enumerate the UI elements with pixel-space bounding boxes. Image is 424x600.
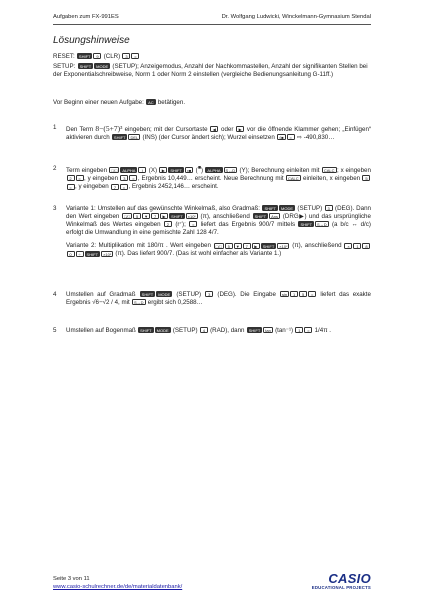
text: , y eingeben xyxy=(84,175,119,183)
item-number: 3 xyxy=(53,205,57,212)
text: , y eingeben xyxy=(75,183,109,191)
multiply-key: × xyxy=(344,243,352,249)
key-4: 4 xyxy=(200,327,208,333)
key-0: 0 xyxy=(67,251,75,257)
text: ( xyxy=(195,167,198,175)
item-text xyxy=(66,291,371,307)
fraction: √6−√2 / 4 xyxy=(92,299,119,307)
key-2: 2 xyxy=(164,221,172,227)
text: (π), anschließend xyxy=(292,242,342,250)
left-arrow-key: ◀ xyxy=(210,126,218,132)
page-number: Seite 3 von 11 xyxy=(53,576,90,582)
exercise-item-2 xyxy=(53,165,371,201)
text: einleiten, x eingeben xyxy=(303,175,361,183)
item-text xyxy=(66,165,371,191)
page-title: Lösungshinweise xyxy=(53,35,130,46)
exercise-item-3 xyxy=(53,205,371,305)
item-text xyxy=(66,327,371,335)
variant-2 xyxy=(66,242,371,258)
key-7: 7 xyxy=(111,184,119,190)
setup-label: SETUP: xyxy=(53,63,76,70)
exercise-item-4 xyxy=(53,291,371,321)
exercise-item-5 xyxy=(53,327,371,341)
pi-key: ×10ˣ xyxy=(187,214,196,220)
equals-key: = xyxy=(76,175,84,181)
text: liefert das exakte Ergebnis xyxy=(66,291,371,307)
shift-key: SHIFT xyxy=(264,206,276,212)
text: Term eingeben xyxy=(66,167,108,175)
right-arrow-key: ▶ xyxy=(236,126,244,132)
calc-key: CALC xyxy=(323,168,335,174)
item-text xyxy=(66,124,371,142)
text: π . xyxy=(323,327,331,334)
formula: 8−(5+7)³ xyxy=(95,124,123,133)
text: , Ergebnis 2452,146… erscheint. xyxy=(128,183,219,191)
fraction-key: □/□ xyxy=(124,214,131,220)
key-5: 5 xyxy=(133,213,141,219)
pi-key: ×10ˣ xyxy=(279,243,288,249)
page-header xyxy=(53,14,371,25)
mode-key: MODE xyxy=(156,328,169,334)
text: oder xyxy=(221,126,234,133)
mode-key: MODE xyxy=(96,64,109,70)
text: eingeben; mit der Cursortaste xyxy=(124,126,208,133)
shift-key: SHIFT xyxy=(248,328,261,334)
shift-key: SHIFT xyxy=(171,214,183,220)
text: (INS) (der Cursor ändert sich); Wurzel einsetzen xyxy=(142,134,275,142)
mixed-number: 128 4/7 xyxy=(196,229,218,237)
text: (SETUP) xyxy=(297,205,323,212)
power-key: x■ xyxy=(186,168,192,174)
key-5: 5 xyxy=(362,175,370,181)
text: liefert das Ergebnis xyxy=(200,221,256,229)
sin-key: sin xyxy=(282,292,288,298)
key-2: 2 xyxy=(67,175,75,181)
text: (SETUP) xyxy=(172,327,198,334)
key-3: 3 xyxy=(122,53,130,59)
text: (X) xyxy=(148,167,158,175)
text: , mit xyxy=(118,299,130,307)
text: (DEG). Die Eingabe xyxy=(217,291,276,298)
key-1: 1 xyxy=(295,327,303,333)
footer-link[interactable]: www.casio-schulrechner.de/de/materialdatenbank/ xyxy=(53,583,183,590)
text: (π), anschließend xyxy=(200,213,250,221)
del-key: DEL xyxy=(130,135,139,141)
calc-key: CALC xyxy=(287,176,299,182)
fraction: 1/4 xyxy=(314,327,324,334)
logo-name: CASIO xyxy=(328,571,371,586)
text: Variante 2: Multiplikation mit xyxy=(66,242,145,250)
text: (SETUP) xyxy=(176,291,202,298)
equals-key: = xyxy=(129,175,137,181)
key-5: 5 xyxy=(225,243,233,249)
item-text xyxy=(66,205,371,258)
item-number: 1 xyxy=(53,124,57,131)
right-arrow-key: ▶ xyxy=(160,213,168,219)
paren-key: ) xyxy=(138,167,146,173)
text: Umstellen auf Gradmaß xyxy=(66,291,136,298)
item-number: 4 xyxy=(53,291,57,298)
page-footer xyxy=(53,576,182,592)
header-right: Dr. Wolfgang Ludwicki, Winckelmann-Gymnasium Stendal xyxy=(221,14,371,20)
text: Umstellen auf Bogenmaß xyxy=(66,327,136,334)
before-text: Vor Beginn einer neuen Aufgabe: xyxy=(53,99,144,106)
casio-logo xyxy=(312,572,371,591)
text: ergibt sich 0,2588… xyxy=(147,299,203,307)
equals-key: = xyxy=(308,291,316,297)
down-arrow-key: ▼ xyxy=(142,213,150,219)
sqrt-key: √■ xyxy=(279,135,284,141)
down-arrow-key: ▼ xyxy=(234,243,242,249)
alpha-key: ALPHA xyxy=(122,168,136,174)
equals-key: = xyxy=(120,184,128,190)
equals-key: = xyxy=(131,53,139,59)
key-8: 8 xyxy=(362,243,370,249)
text: , Ergebnis 10,449… erscheint. Neue Berechnung mit xyxy=(137,175,284,183)
reset-line xyxy=(53,53,371,61)
logo-subtitle: EDUCATIONAL PROJECTS xyxy=(311,585,371,590)
text: Variante 1: Umstellen auf das gewünschte Winkelmaß, also Gradmaß: xyxy=(66,205,261,212)
shift-key: SHIFT xyxy=(141,292,154,298)
key-3: 3 xyxy=(205,291,213,297)
text: (tan⁻¹) xyxy=(275,327,294,334)
shift-key: SHIFT xyxy=(86,251,99,257)
text: . Wert eingeben xyxy=(166,242,211,250)
sd-key: S↔D xyxy=(317,222,327,228)
fraction: 180/π xyxy=(147,242,164,250)
text: ; x eingeben xyxy=(337,167,371,175)
text: (DRG▶) und das ursprüngliche Winkelmaß des Wertes eingeben xyxy=(66,213,371,229)
text: ■ xyxy=(197,165,202,171)
mode-key: MODE xyxy=(158,292,171,298)
before-after: betätigen. xyxy=(157,99,186,106)
mode-key: MODE xyxy=(281,206,293,212)
text: . (Das ist wohl einfacher als Variante 1.) xyxy=(172,250,282,258)
text: Den Term xyxy=(66,126,94,133)
shift-key: SHIFT xyxy=(170,168,182,174)
shift-key: SHIFT xyxy=(78,54,91,60)
shift-key: SHIFT xyxy=(254,214,267,220)
key-9: 9 xyxy=(93,53,101,59)
item-number: 5 xyxy=(53,327,57,334)
text: (rᐟ); xyxy=(175,221,186,229)
equals-key: = xyxy=(287,134,295,140)
key-7: 7 xyxy=(243,243,251,249)
setup-text: (SETUP); Anzeigemodus, Anzahl der Nachkommastellen, Anzahl der signifikanten Stellen bei der Exponentialschreibweise, Norm 1 oder Norm 2 einstellen (vergleiche Bedienungsanleitung G-11ff.) xyxy=(53,63,368,79)
key-3: 3 xyxy=(325,205,333,211)
text: (a b/c ↔ d/c) erfolgt die Umwandlung in eine gemischte Zahl xyxy=(66,221,371,237)
key-7: 7 xyxy=(151,213,159,219)
tan-key: tan xyxy=(265,328,271,334)
result-text: ⇨ -490,830… xyxy=(296,134,335,142)
key-1: 1 xyxy=(353,243,361,249)
item-number: 2 xyxy=(53,165,57,172)
text: ) xyxy=(201,167,204,175)
shift-key: SHIFT xyxy=(140,328,152,334)
fraction-key: □/□ xyxy=(215,243,222,249)
before-line xyxy=(53,99,371,107)
equals-key: = xyxy=(189,221,197,227)
divide-key: ÷ xyxy=(76,251,84,257)
shift-key: SHIFT xyxy=(79,64,92,70)
fraction: 900/7 xyxy=(156,250,173,258)
equals-key: = xyxy=(304,327,312,333)
shift-key: SHIFT xyxy=(300,222,313,228)
key-3: 3 xyxy=(120,175,128,181)
key-5: 5 xyxy=(299,291,307,297)
fraction: 900/7 xyxy=(258,221,275,229)
ac-key: AC xyxy=(148,100,154,106)
text: (DEG). Dann den Wert eingeben xyxy=(66,205,371,221)
reset-text: (CLR) xyxy=(103,53,121,60)
text: (Y); Berechnung einleiten mit xyxy=(239,167,320,175)
text: (π). Das liefert xyxy=(115,250,156,258)
text: vor die öffnende Klammer gehen; „Einfügen“ aktivieren durch xyxy=(66,126,371,142)
key-1: 1 xyxy=(290,291,298,297)
shift-key: SHIFT xyxy=(262,243,275,249)
shift-key: SHIFT xyxy=(113,135,126,141)
right-arrow-key: ▶ xyxy=(159,167,167,173)
reset-label: RESET: xyxy=(53,53,75,60)
text: mittels xyxy=(277,221,296,229)
right-arrow-key: ▶ xyxy=(252,243,260,249)
text: . xyxy=(217,229,219,237)
header-left: Aufgaben zum FX-991ES xyxy=(53,14,119,20)
pi-key: ×10ˣ xyxy=(103,251,112,257)
equals-key: = xyxy=(67,184,75,190)
sd-key: S↔D xyxy=(225,168,236,174)
fraction-key: □/□ xyxy=(111,168,118,174)
alpha-key: ALPHA xyxy=(207,168,221,174)
ans-key: Ans xyxy=(271,214,279,220)
sd-key: S↔D xyxy=(133,300,144,306)
setup-block xyxy=(53,63,371,79)
text: (RAD), dann xyxy=(210,327,245,334)
exercise-item-1 xyxy=(53,124,371,160)
